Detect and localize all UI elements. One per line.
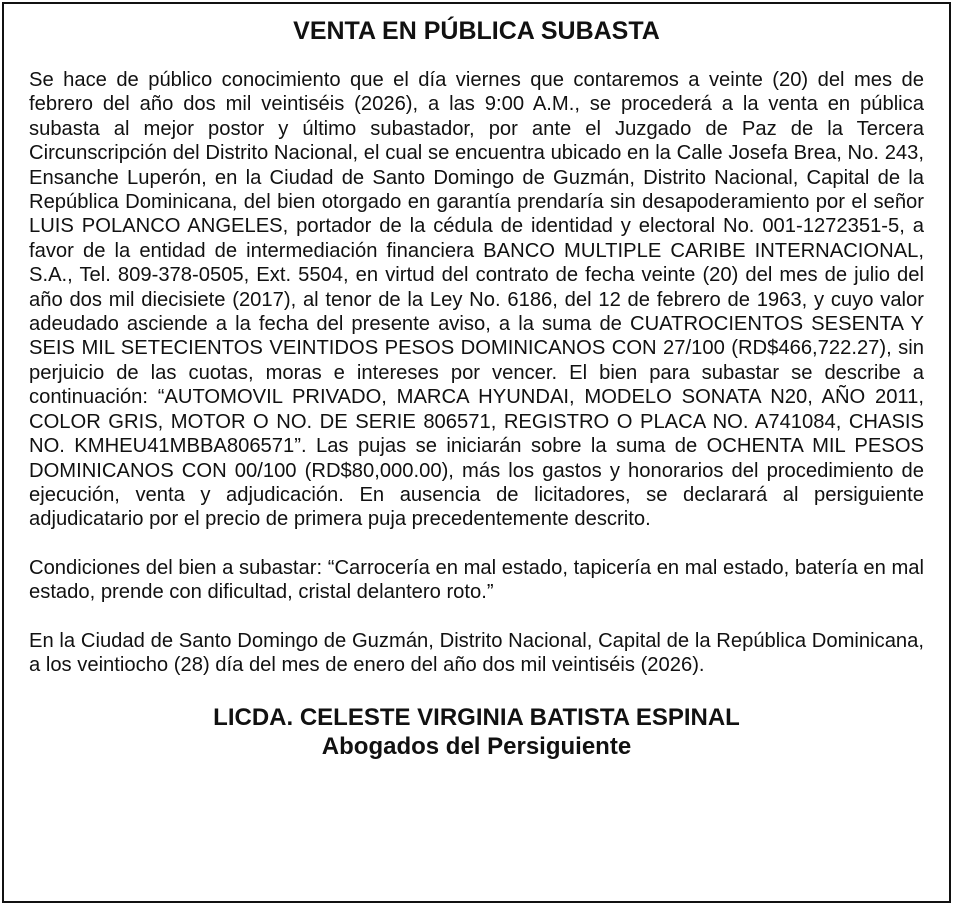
signature-name: LICDA. CELESTE VIRGINIA BATISTA ESPINAL [213, 704, 740, 732]
signature-block [29, 703, 924, 761]
signature-role: Abogados del Persiguiente [321, 733, 632, 761]
place-date-paragraph: En la Ciudad de Santo Domingo de Guzmán, Distrito Nacional, Capital de la República Dominicana, a los veintiocho (28) día del mes de enero del año dos mil veintiséis (2026). [29, 629, 924, 676]
conditions-paragraph: Condiciones del bien a subastar: “Carrocería en mal estado, tapicería en mal estado, batería en mal estado, prende con dificultad, cristal delantero roto.” [29, 556, 924, 604]
notice-title: VENTA EN PÚBLICA SUBASTA [293, 17, 660, 45]
legal-notice-box [2, 2, 951, 903]
auction-details-paragraph: Se hace de público conocimiento que el día viernes que contaremos a veinte (20) del mes de febrero del año dos mil veintiséis (2026), a las 9:00 A.M., se procederá a la venta en pública subasta al mejor postor y último subastador, por ante el Juzgado de Paz de la Tercera Circunscripción del Distrito Nacional, el cual se encuentra ubicado en la Calle Josefa Brea, No. 243, Ensanche Luperón, en la Ciudad de Santo Domingo de Guzmán, Distrito Nacional, Capital de la República Dominicana, del bien otorgado en garantía prendaría sin desapoderamiento por el señor LUIS POLANCO ANGELES, portador de la cédula de identidad y electoral No. 001-1272351-5, a favor de la entidad de intermediación financiera BANCO MULTIPLE CARIBE INTERNACIONAL, S.A., Tel. 809-378-0505, Ext. 5504, en virtud del contrato de fecha veinte (20) del mes de julio del año dos mil diecisiete (2017), al tenor de la Ley No. 6186, del 12 de febrero de 1963, y cuyo valor adeudado asciende a la fecha del presente aviso, a la suma de CUATROCIENTOS SESENTA Y SEIS MIL SETECIENTOS VEINTIDOS PESOS DOMINICANOS CON 27/100 (RD$466,722.27), sin perjuicio de las cuotas, moras e intereses por vencer. El bien para subastar se describe a continuación: “AUTOMOVIL PRIVADO, MARCA HYUNDAI, MODELO SONATA N20, AÑO 2011, COLOR GRIS, MOTOR O NO. DE SERIE 806571, REGISTRO O PLACA NO. A741084, CHASIS NO. KMHEU41MBBA806571”. Las pujas se iniciarán sobre la suma de OCHENTA MIL PESOS DOMINICANOS CON 00/100 (RD$80,000.00), más los gastos y honorarios del procedimiento de ejecución, venta y adjudicación. En ausencia de licitadores, se declarará al persiguiente adjudicatario por el precio de primera puja precedentemente descrito. [29, 69, 924, 531]
